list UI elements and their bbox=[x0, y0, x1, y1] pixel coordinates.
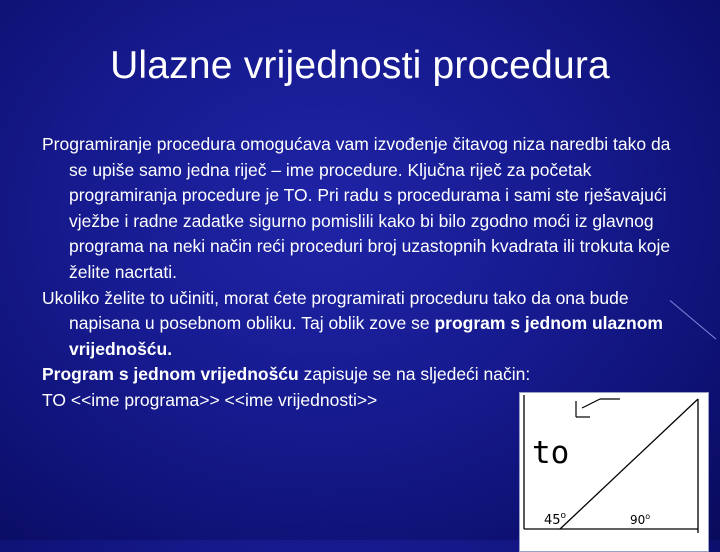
paragraph-4: TO <<ime programa>> <<ime vrijednosti>> bbox=[42, 389, 378, 410]
paragraph-2-bold: program s jednom ulaznom vrijednošću. bbox=[69, 313, 663, 359]
diagram-keyword: to bbox=[532, 435, 570, 471]
procedure-diagram-svg bbox=[520, 393, 708, 551]
diagram-angle-right: 90$^o$ bbox=[630, 512, 651, 527]
slide-body bbox=[42, 132, 692, 414]
slide-title: Ulazne vrijednosti procedura bbox=[110, 44, 610, 87]
paragraph-3-bold: Program s jednom vrijednošću bbox=[42, 364, 299, 385]
diagram-diagonal bbox=[560, 399, 698, 529]
diagram-angle-left: 45$^o$ bbox=[544, 511, 567, 528]
procedure-diagram-image bbox=[519, 392, 709, 552]
diagram-tick-arrow bbox=[582, 399, 600, 408]
paragraph-3-text: zapisuje se na sljedeći način: bbox=[298, 364, 531, 385]
paragraph-2 bbox=[42, 286, 692, 363]
paragraph-1: Programiranje procedura omogućava vam izvođenje čitavog niza naredbi tako da se upiše samo jedna riječ – ime procedure. Ključna riječ za početak programiranja procedure je TO. Pri radu s procedurama i sami ste rješavajući vježbe i radne zadatke sigurno pomislili kako bi bilo zgodno moći iz glavnog programa na neki način reći proceduri broj uzastopnih kvadrata ili trokuta koje želite nacrtati. bbox=[42, 134, 671, 282]
paragraph-3 bbox=[42, 362, 692, 388]
paragraph-2-text: Ukoliko želite to učiniti, morat ćete programirati proceduru tako da ona bude napisana u posebnom obliku. Taj oblik zove se bbox=[42, 287, 629, 334]
